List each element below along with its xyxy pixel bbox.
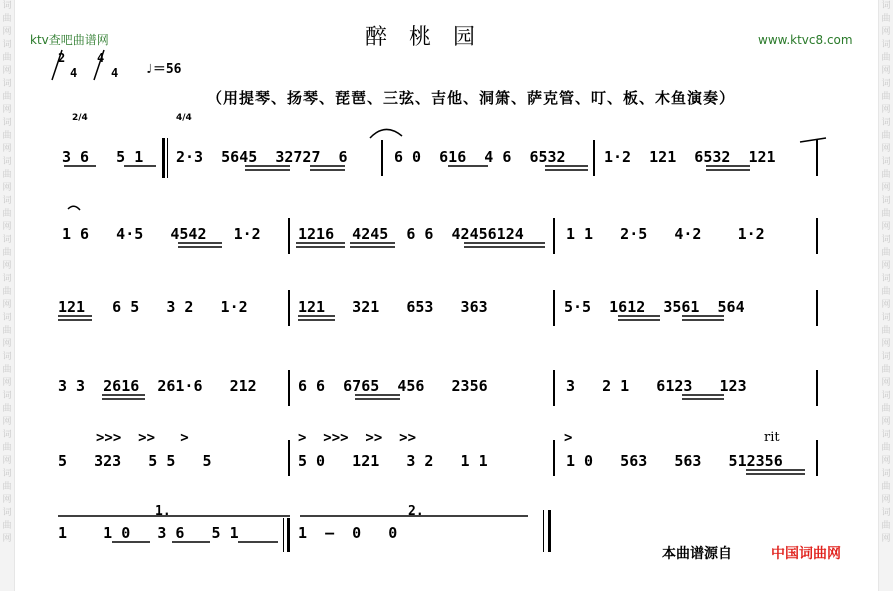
repeat-start-bar (162, 138, 165, 178)
bar-line (816, 290, 818, 326)
repeat-start-thin (167, 138, 168, 178)
score-measure: 1 6 4·5 4542 1·2 (62, 225, 261, 243)
repeat-end-bar (287, 518, 290, 552)
time-sig-1-lower: 4 (70, 66, 78, 80)
bar-line (816, 218, 818, 254)
score-measure: 6 6 6765 456 2356 (298, 377, 488, 395)
accent-marks: > >>> >> >> (298, 430, 417, 446)
score-measure: 5·5 1612 3561 564 (564, 298, 745, 316)
bar-line (288, 290, 290, 326)
final-bar-thin (543, 510, 544, 552)
rit-marking: rit (764, 430, 780, 445)
bar-line (553, 290, 555, 326)
bar-line (593, 140, 595, 176)
score-measure: 3 2 1 6123 123 (566, 377, 747, 395)
score-measure: 1 0 563 563 512356 (566, 452, 783, 470)
repeat-end-thin (283, 518, 284, 552)
score-measure: 1 — 0 0 (298, 524, 398, 542)
score-measure: 6 0 616 4 6 6532 (394, 148, 566, 166)
score-measure: 5 0 121 3 2 1 1 (298, 452, 488, 470)
bar-line (553, 440, 555, 476)
tempo-mark: ♩＝56 (145, 62, 182, 77)
bar-line (381, 140, 383, 176)
score-measure: 5 323 5 5 5 (58, 452, 212, 470)
score-measure: 3 3 2616 261·6 212 (58, 377, 257, 395)
score-title: 醉桃园 (365, 25, 498, 50)
bar-line (816, 440, 818, 476)
ts-label-a: 2/4 (72, 113, 88, 123)
accent-marks: >>> >> > (96, 430, 189, 446)
score-measure: 121 321 653 363 (298, 298, 488, 316)
bar-line (288, 370, 290, 406)
site-link-right[interactable]: www.ktvc8.com (758, 33, 853, 47)
score-measure: 1 1 2·5 4·2 1·2 (566, 225, 765, 243)
score-measure: 3 6 5 1 (62, 148, 144, 166)
score-measure: 1216 4245 6 6 42456124 (298, 225, 524, 243)
bar-line (553, 218, 555, 254)
final-bar-thick (548, 510, 551, 552)
bar-line (816, 140, 818, 176)
watermark-strip-left: 词曲网词曲网词曲网词曲网词曲网词曲网词曲网词曲网词曲网词曲网词曲网词曲网词曲网词曲网 (0, 0, 15, 591)
instrumentation-note: （用提琴、扬琴、琵琶、三弦、吉他、洞箫、萨克管、叮、板、木鱼演奏） (207, 89, 736, 107)
score-measure: 121 6 5 3 2 1·2 (58, 298, 248, 316)
score-measure: 1·2 121 6532 121 (604, 148, 776, 166)
bar-line (288, 440, 290, 476)
source-site-link[interactable]: 中国词曲网 (771, 546, 841, 562)
ts-label-b: 4/4 (176, 113, 192, 123)
source-label: 本曲谱源自 (662, 546, 732, 562)
accent-marks: > (564, 430, 573, 446)
bar-line (553, 370, 555, 406)
time-sig-2-upper: 4 (97, 51, 105, 65)
watermark-strip-right: 词曲网词曲网词曲网词曲网词曲网词曲网词曲网词曲网词曲网词曲网词曲网词曲网词曲网词曲网 (878, 0, 893, 591)
ending-2-label: 2. (408, 504, 424, 519)
score-measure: 2·3 5645 32727 6 (176, 148, 348, 166)
ending-1-label: 1. (155, 504, 171, 519)
time-sig-2-lower: 4 (111, 66, 119, 80)
score-measure: 1 1 0 3 6 5 1 (58, 524, 239, 542)
time-sig-1-upper: 2 (58, 51, 66, 65)
bar-line (288, 218, 290, 254)
bar-line (816, 370, 818, 406)
site-link-left[interactable]: ktv查吧曲谱网 (30, 33, 109, 47)
